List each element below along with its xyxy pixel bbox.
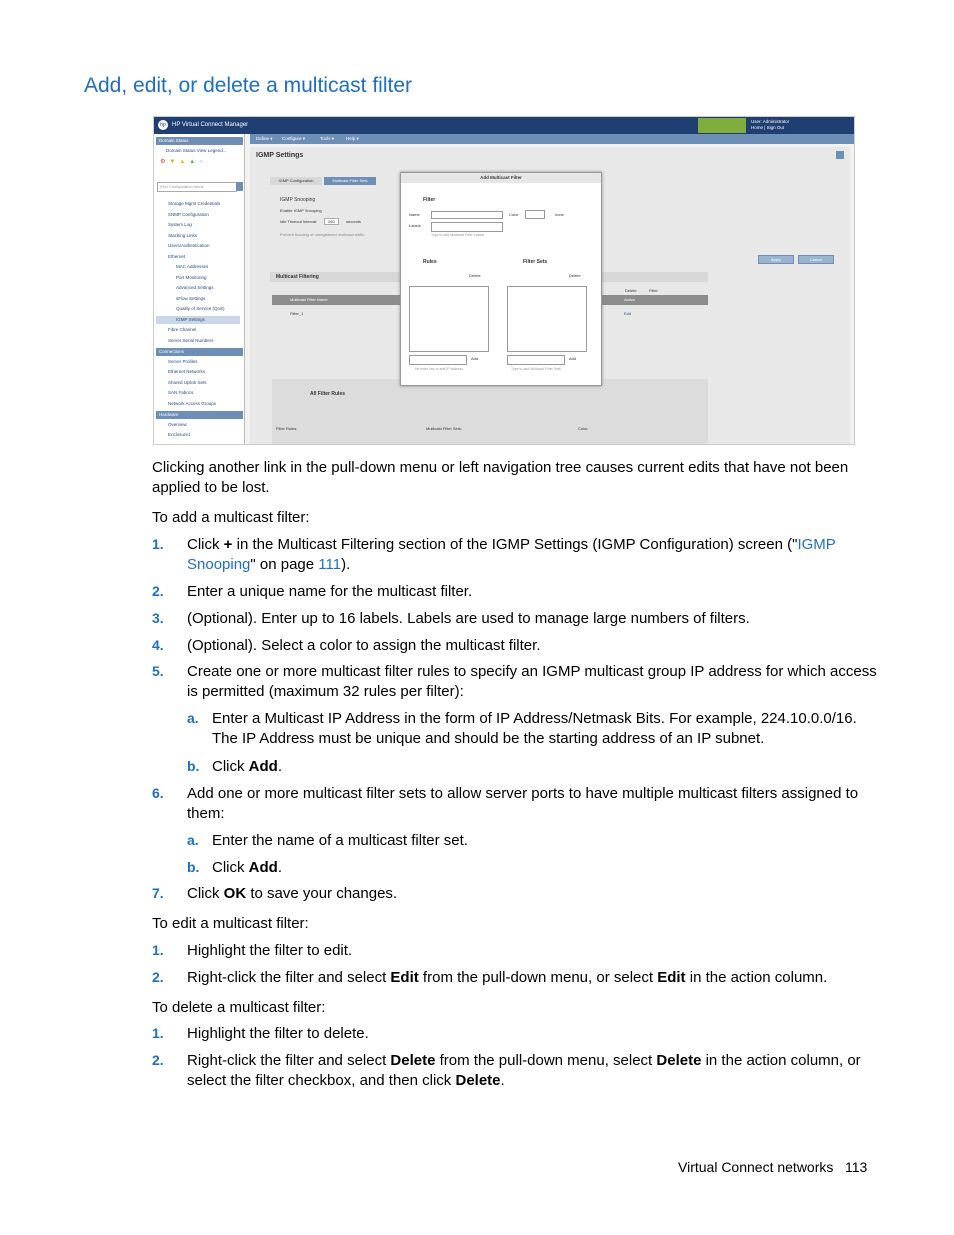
filter-sets-section-label: Filter Sets (523, 259, 548, 265)
color-label: Color (509, 212, 519, 217)
app-title-bar (154, 117, 854, 134)
sidebar-item[interactable]: Advanced Settings (176, 285, 214, 290)
set-hint: Type to add Multicast Filter Sets (511, 367, 561, 371)
labels-hint: Type to add Multicast Filter Labels (431, 233, 485, 237)
edit-step-1-text: Highlight the filter to edit. (187, 942, 353, 959)
edit-heading: To edit a multicast filter: (152, 915, 309, 932)
sidebar-item[interactable]: sFlow Settings (176, 296, 206, 301)
navigation-tree (154, 134, 245, 444)
text-run: Click (212, 859, 249, 876)
substep-letter: b. (187, 758, 200, 774)
add-heading: To add a multicast filter: (152, 509, 310, 526)
rules-add[interactable]: Add (471, 356, 479, 361)
text-run: Right-click the filter and select (187, 1052, 391, 1069)
text-run: select the filter checkbox, and then click (187, 1072, 456, 1089)
sidebar-item[interactable]: Ethernet (168, 254, 186, 259)
sidebar-item[interactable]: Enclosure1 (168, 432, 191, 437)
step-7-text (187, 884, 397, 904)
sidebar-item[interactable]: SAN Fabrics (168, 390, 194, 395)
step-5-line2: is permitted (maximum 32 rules per filter): (187, 683, 464, 700)
color-picker[interactable] (525, 210, 545, 219)
substep-letter: a. (187, 710, 199, 726)
text-run: . (277, 758, 283, 775)
edit-step-2-text (187, 968, 827, 988)
rules-section-label: Rules (423, 259, 437, 265)
domain-status-head: Domain Status (156, 137, 243, 145)
step-3-text: (Optional). Enter up to 16 labels. Labels are used to manage large numbers of filters. (187, 610, 750, 627)
labels-label: Labels (409, 223, 421, 228)
color-value: none (555, 212, 564, 217)
home-signout-links[interactable]: Home | Sign Out (751, 125, 785, 130)
igmp-snooping-link[interactable]: IGMP (797, 536, 836, 553)
rule-hint: Hit enter key to add IP address (415, 367, 463, 371)
connections-head: Connections (156, 348, 243, 356)
text-run: . (277, 859, 283, 876)
sidebar-item-igmp-settings[interactable]: IGMP Settings (176, 317, 205, 322)
col-action: Action (624, 297, 636, 302)
idle-timeout-input[interactable]: 260 (324, 218, 339, 225)
step-5b-text (212, 757, 282, 777)
text-run: Click (187, 536, 224, 553)
delete-step-2-line2 (187, 1071, 505, 1091)
sidebar-item[interactable]: Overview (168, 422, 187, 427)
text-run-bold: Delete (656, 1052, 702, 1069)
apply-button[interactable]: Apply (758, 255, 794, 264)
prevent-flooding-checkbox[interactable]: Prevent flooding of unregistered multicast traffic (280, 232, 365, 237)
all-filter-rules-label: All Filter Rules (310, 391, 346, 397)
labels-input[interactable] (431, 222, 503, 232)
menu-help[interactable]: Help ▾ (346, 136, 359, 141)
step-number: 1. (152, 536, 164, 552)
rule-input[interactable] (409, 355, 467, 365)
menu-define[interactable]: Define ▾ (256, 136, 273, 141)
step-5a-line1: Enter a Multicast IP Address in the form of IP Address/Netmask Bits. For example, 224.10.0.0/16. (212, 710, 857, 727)
find-button[interactable] (236, 182, 243, 191)
dialog-title: Add Multicast Filter (401, 173, 601, 183)
text-run: . (500, 1072, 505, 1089)
filter-label[interactable]: Filter (649, 288, 658, 293)
name-label: Name (409, 212, 420, 217)
step-6-line1: Add one or more multicast filter sets to allow server ports to have multiple multicast filters assigned to (187, 785, 859, 802)
add-multicast-filter-dialog (400, 172, 602, 386)
text-run: to save your changes. (246, 885, 398, 902)
filter-section-label: Filter (423, 197, 436, 203)
text-run: in the action column. (685, 969, 828, 986)
sidebar-item[interactable]: Server Profiles (168, 359, 198, 364)
filter-row-name[interactable]: Filter_1 (290, 311, 304, 316)
step-6-line2: them: (187, 805, 225, 822)
igmp-settings-title: IGMP Settings (256, 152, 304, 159)
step-6a-text: Enter the name of a multicast filter set. (212, 832, 468, 849)
substep-letter: a. (187, 832, 199, 848)
step-number: 1. (152, 942, 164, 958)
sidebar-item[interactable]: Ethernet Networks (168, 369, 206, 374)
step-5a-line2: The IP Address must be unique and should be the starting address of an IP subnet. (212, 730, 765, 747)
text-run-bold: Add (248, 758, 278, 775)
seconds-label: seconds (346, 219, 361, 224)
multicast-filtering-label: Multicast Filtering (276, 274, 319, 280)
status-links[interactable]: Domain Status View Legend... (166, 148, 227, 153)
text-run: from the pull-down menu, select (435, 1052, 657, 1069)
help-icon[interactable] (836, 151, 844, 159)
sidebar-item[interactable]: Stacking Links (168, 233, 198, 238)
delete-label[interactable]: Delete (625, 288, 637, 293)
status-icons: ⚙▼▲▲○ (160, 159, 207, 165)
find-config-input[interactable]: Find Configuration Items (157, 182, 237, 192)
step-number: 6. (152, 785, 164, 801)
color-field: Color: (578, 426, 589, 431)
text-run-bold: Edit (390, 969, 419, 986)
idle-timeout-label: Idle Timeout Interval: (280, 219, 318, 224)
sidebar-item[interactable]: Shared Uplink Sets (168, 380, 207, 385)
all-filter-rules-panel (272, 379, 708, 444)
igmp-snooping-link[interactable]: Snooping (187, 556, 251, 573)
filter-rules-field: Filter Rules: (276, 426, 298, 431)
text-run: from the pull-down menu, or select (418, 969, 658, 986)
user-line: User: Administrator (751, 119, 790, 124)
text-run-bold: + (223, 536, 233, 553)
text-run-bold: Delete (390, 1052, 436, 1069)
step-1-text (187, 535, 867, 575)
filter-row-edit[interactable]: Edit (624, 311, 631, 316)
sidebar-item[interactable]: Users/Authentication (168, 243, 210, 248)
vc-manager-screenshot (153, 116, 855, 445)
enable-igmp-checkbox[interactable]: Enable IGMP Snooping (280, 208, 322, 213)
delete-step-1-text: Highlight the filter to delete. (187, 1025, 369, 1042)
sidebar-item[interactable]: Fibre Channel (168, 327, 197, 332)
text-run: Click (212, 758, 249, 775)
sidebar-item[interactable]: Storage Mgmt Credentials (168, 201, 221, 206)
text-run: ). (341, 556, 351, 573)
app-title: HP Virtual Connect Manager (172, 122, 249, 128)
hp-logo-icon: hp (158, 120, 168, 130)
menu-configure[interactable]: Configure ▾ (282, 136, 306, 141)
sidebar-item[interactable]: Network Access Groups (168, 401, 217, 406)
text-run: in the Multicast Filtering section of the IGMP Settings (IGMP Configuration) screen (" (232, 536, 798, 553)
step-number: 5. (152, 663, 164, 679)
sidebar-item[interactable]: Port Monitoring (176, 275, 207, 280)
delete-heading: To delete a multicast filter: (152, 999, 326, 1016)
text-run-bold: Delete (455, 1072, 501, 1089)
sidebar-item[interactable]: System Log (168, 222, 192, 227)
sets-add[interactable]: Add (569, 356, 577, 361)
delete-step-2-line1 (187, 1051, 861, 1071)
step-4-text: (Optional). Select a color to assign the multicast filter. (187, 637, 541, 654)
substep-letter: b. (187, 859, 200, 875)
rules-list[interactable] (409, 286, 489, 352)
menu-tools[interactable]: Tools ▾ (320, 136, 335, 141)
text-run: Click (187, 885, 224, 902)
text-run: in the action column, or (701, 1052, 861, 1069)
step-number: 2. (152, 1052, 164, 1068)
tab-igmp-configuration[interactable]: IGMP Configuration (270, 177, 322, 185)
footer-page-number: 113 (845, 1159, 868, 1175)
step-number: 7. (152, 885, 164, 901)
step-number: 1. (152, 1025, 164, 1041)
step-number: 4. (152, 637, 164, 653)
cancel-button[interactable]: Cancel (798, 255, 834, 264)
sidebar-item[interactable]: SNMP Configuration (168, 212, 209, 217)
step-number: 2. (152, 583, 164, 599)
footer-section: Virtual Connect networks (678, 1159, 834, 1175)
sets-delete[interactable]: Delete (569, 273, 581, 278)
page-link[interactable]: 111 (318, 556, 342, 573)
page-title: Add, edit, or delete a multicast filter (84, 74, 412, 97)
filter-sets-list[interactable] (507, 286, 587, 352)
rules-delete[interactable]: Delete (469, 273, 481, 278)
step-2-text: Enter a unique name for the multicast filter. (187, 583, 473, 600)
text-run-bold: Edit (657, 969, 686, 986)
tab-multicast-filter-sets[interactable]: Multicast Filter Sets (324, 177, 376, 185)
intro-paragraph: Clicking another link in the pull-down menu or left navigation tree causes current edits that have not been applied to be lost. (152, 459, 849, 496)
step-number: 3. (152, 610, 164, 626)
status-graphic (698, 118, 746, 133)
sidebar-item[interactable]: Server Serial Numbers (168, 338, 214, 343)
text-run-bold: Add (248, 859, 278, 876)
step-6b-text (212, 858, 282, 878)
menu-bar (250, 134, 854, 144)
igmp-snooping-label: IGMP Snooping (280, 197, 316, 203)
hardware-head: Hardware (156, 411, 243, 419)
name-input[interactable] (431, 211, 503, 219)
col-filter-name: Multicast Filter Name (290, 297, 328, 302)
text-run-bold: OK (223, 885, 247, 902)
filter-sets-field: Multicast Filter Sets: (426, 426, 463, 431)
step-5-line1: Create one or more multicast filter rules to specify an IGMP multicast group IP address for which access (187, 663, 877, 680)
sidebar-item[interactable]: Quality of Service (QoS) (176, 306, 225, 311)
step-number: 2. (152, 969, 164, 985)
text-run: Right-click the filter and select (187, 969, 391, 986)
sidebar-item[interactable]: MAC Addresses (176, 264, 209, 269)
text-run: " on page (250, 556, 319, 573)
set-input[interactable] (507, 355, 565, 365)
